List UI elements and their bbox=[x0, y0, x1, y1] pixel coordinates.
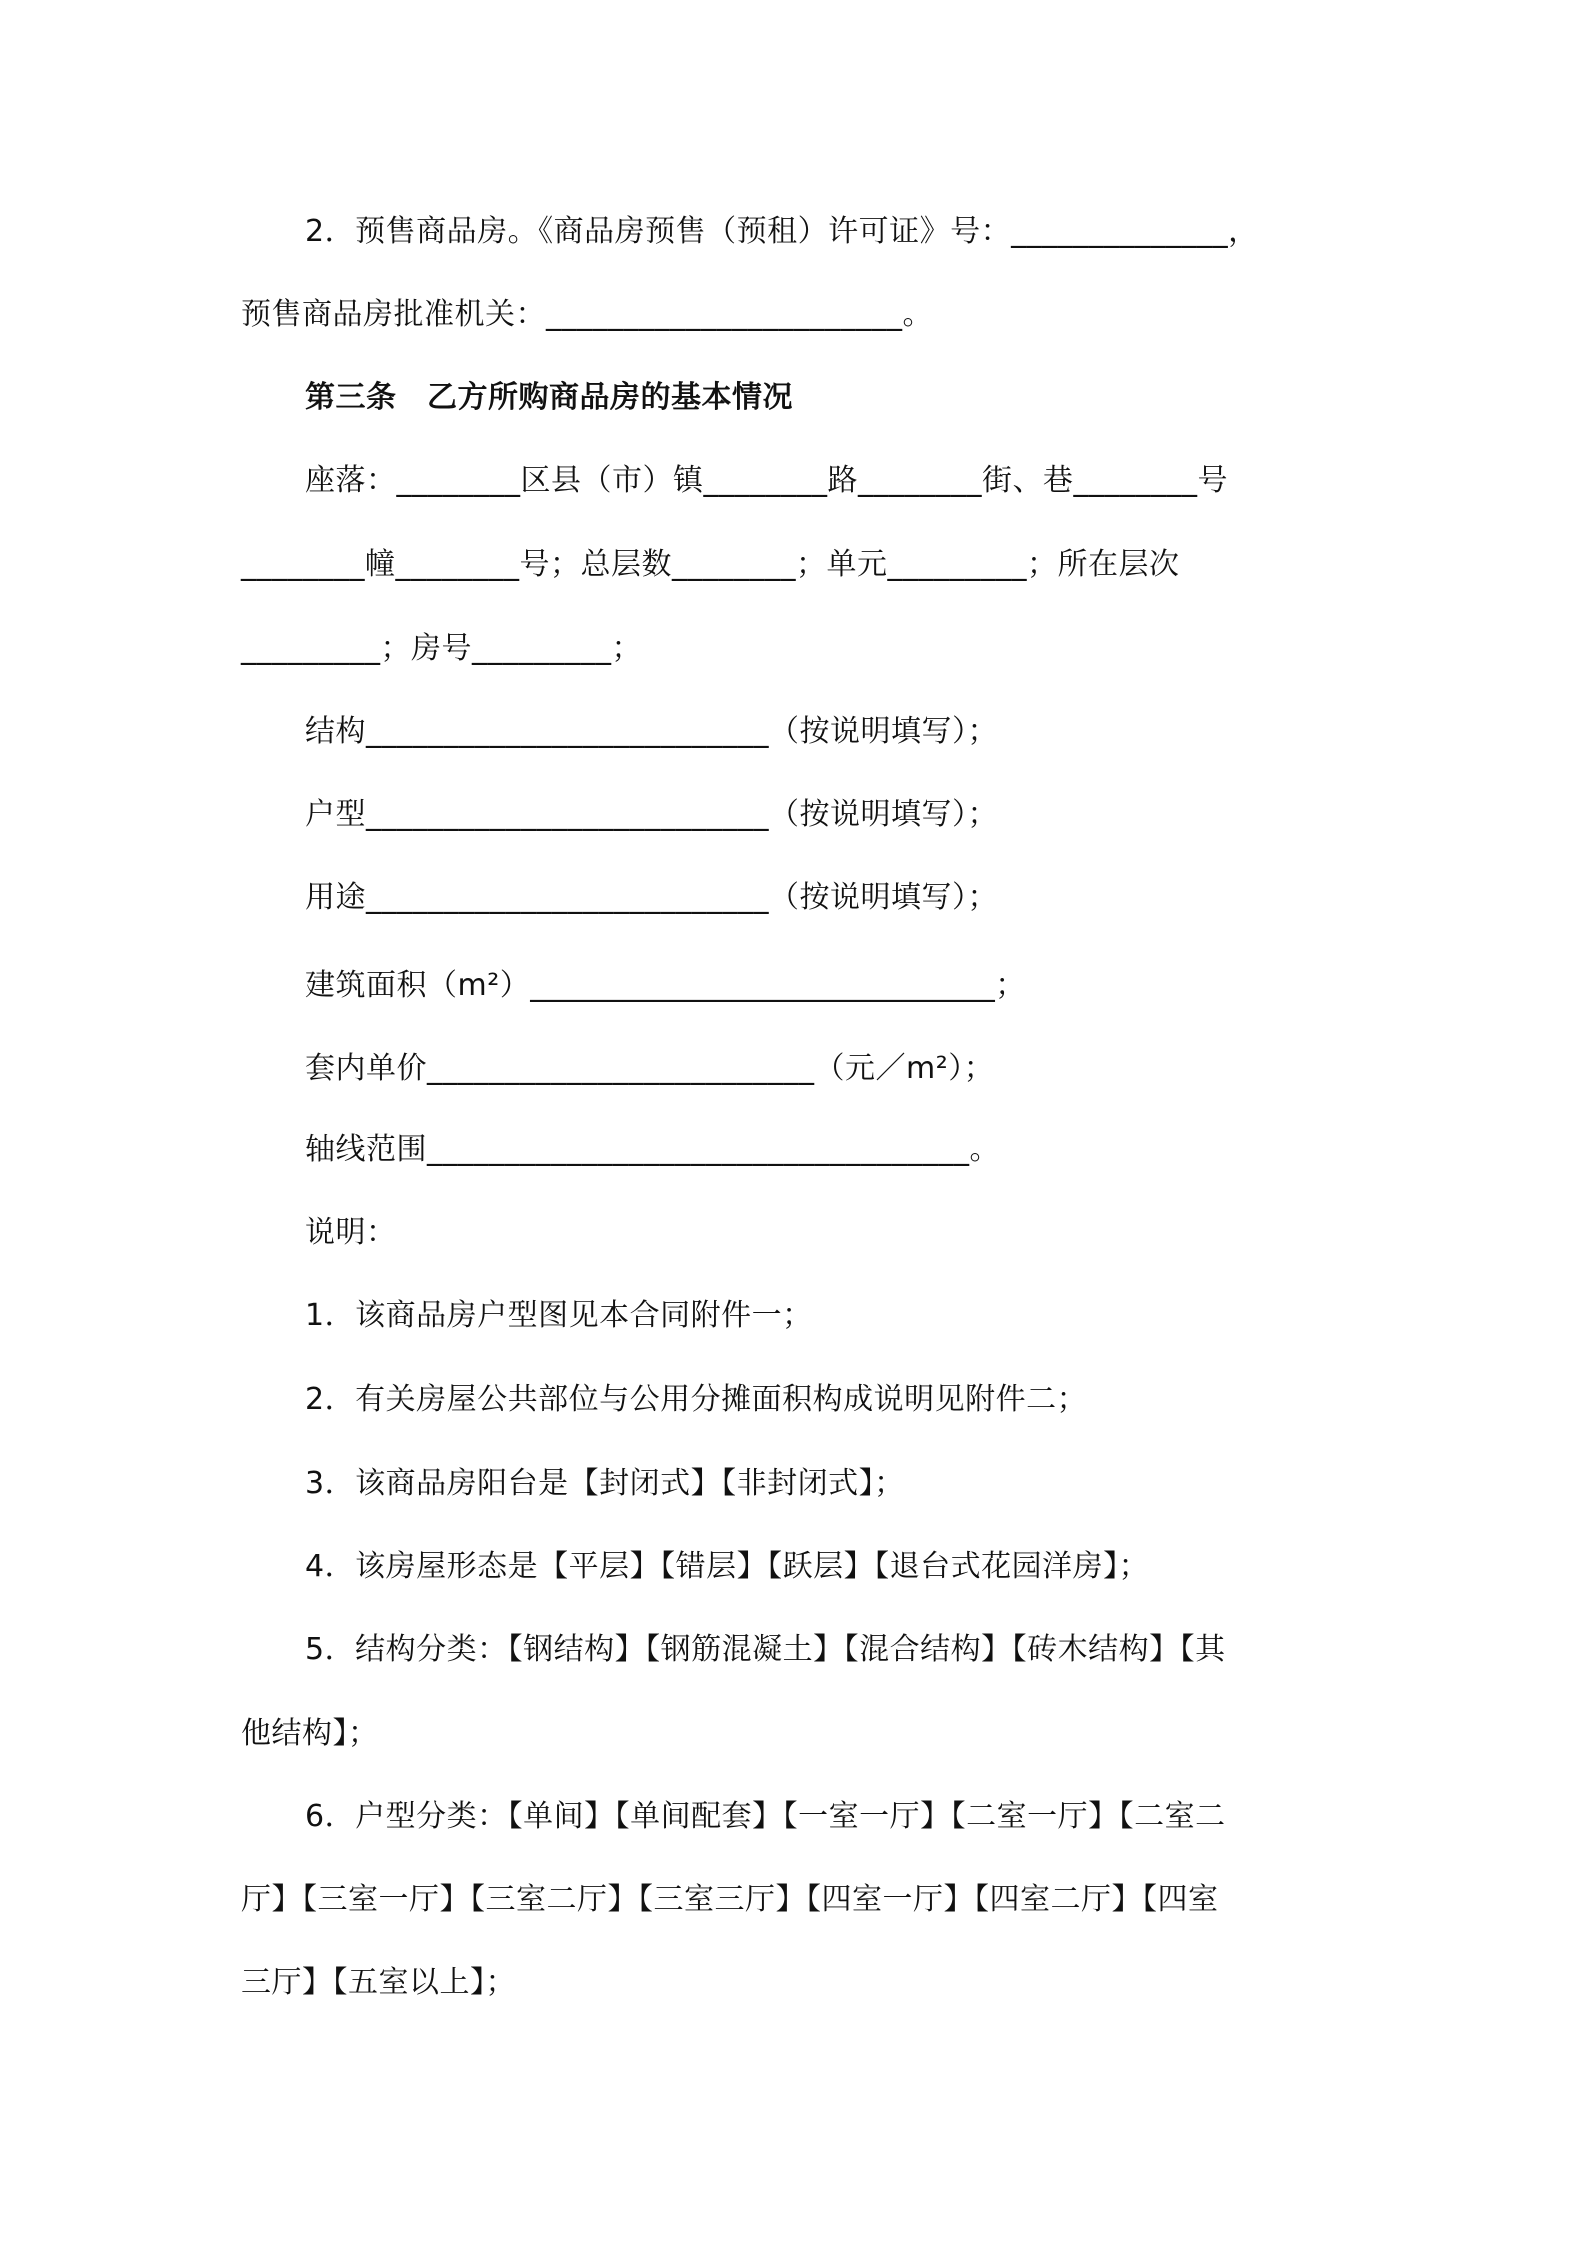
presale-authority-line: 预售商品房批准机关：_______________________。 bbox=[241, 297, 933, 332]
note-1: 1．该商品房户型图见本合同附件一； bbox=[305, 1298, 813, 1333]
location-line-2: ________幢________号；总层数________；单元_________；所在层次 bbox=[241, 547, 1180, 582]
floor-area-line: 建筑面积（m²）______________________________； bbox=[305, 968, 1026, 1003]
note-3: 3．该商品房阳台是【封闭式】【非封闭式】； bbox=[305, 1466, 905, 1501]
structure-line: 结构__________________________（按说明填写）； bbox=[305, 714, 998, 749]
presale-permit-line: 2．预售商品房。《商品房预售（预租）许可证》号：______________， bbox=[305, 214, 1259, 249]
note-2: 2．有关房屋公共部位与公用分摊面积构成说明见附件二； bbox=[305, 1382, 1088, 1417]
unit-price-line: 套内单价_________________________（元／m²）； bbox=[305, 1051, 995, 1086]
axis-range-line: 轴线范围___________________________________。 bbox=[305, 1132, 1000, 1167]
note-4: 4．该房屋形态是【平层】【错层】【跃层】【退台式花园洋房】； bbox=[305, 1549, 1150, 1584]
usage-line: 用途__________________________（按说明填写）； bbox=[305, 880, 998, 915]
location-line-3: _________；房号_________； bbox=[241, 631, 642, 666]
article-three-heading: 第三条 乙方所购商品房的基本情况 bbox=[305, 380, 793, 415]
note-5-line-2: 他结构】； bbox=[241, 1716, 379, 1751]
note-6-line-2: 厅】【三室一厅】【三室二厅】【三室三厅】【四室一厅】【四室二厅】【四室 bbox=[241, 1882, 1219, 1917]
note-6-line-3: 三厅】【五室以上】； bbox=[241, 1965, 516, 2000]
note-5-line-1: 5．结构分类：【钢结构】【钢筋混凝土】【混合结构】【砖木结构】【其 bbox=[305, 1632, 1226, 1667]
unit-type-line: 户型__________________________（按说明填写）； bbox=[305, 797, 998, 832]
notes-heading: 说明： bbox=[305, 1215, 397, 1250]
location-line-1: 座落：________区县（市）镇________路________街、巷________号 bbox=[305, 463, 1228, 498]
note-6-line-1: 6．户型分类：【单间】【单间配套】【一室一厅】【二室一厅】【二室二 bbox=[305, 1799, 1226, 1834]
